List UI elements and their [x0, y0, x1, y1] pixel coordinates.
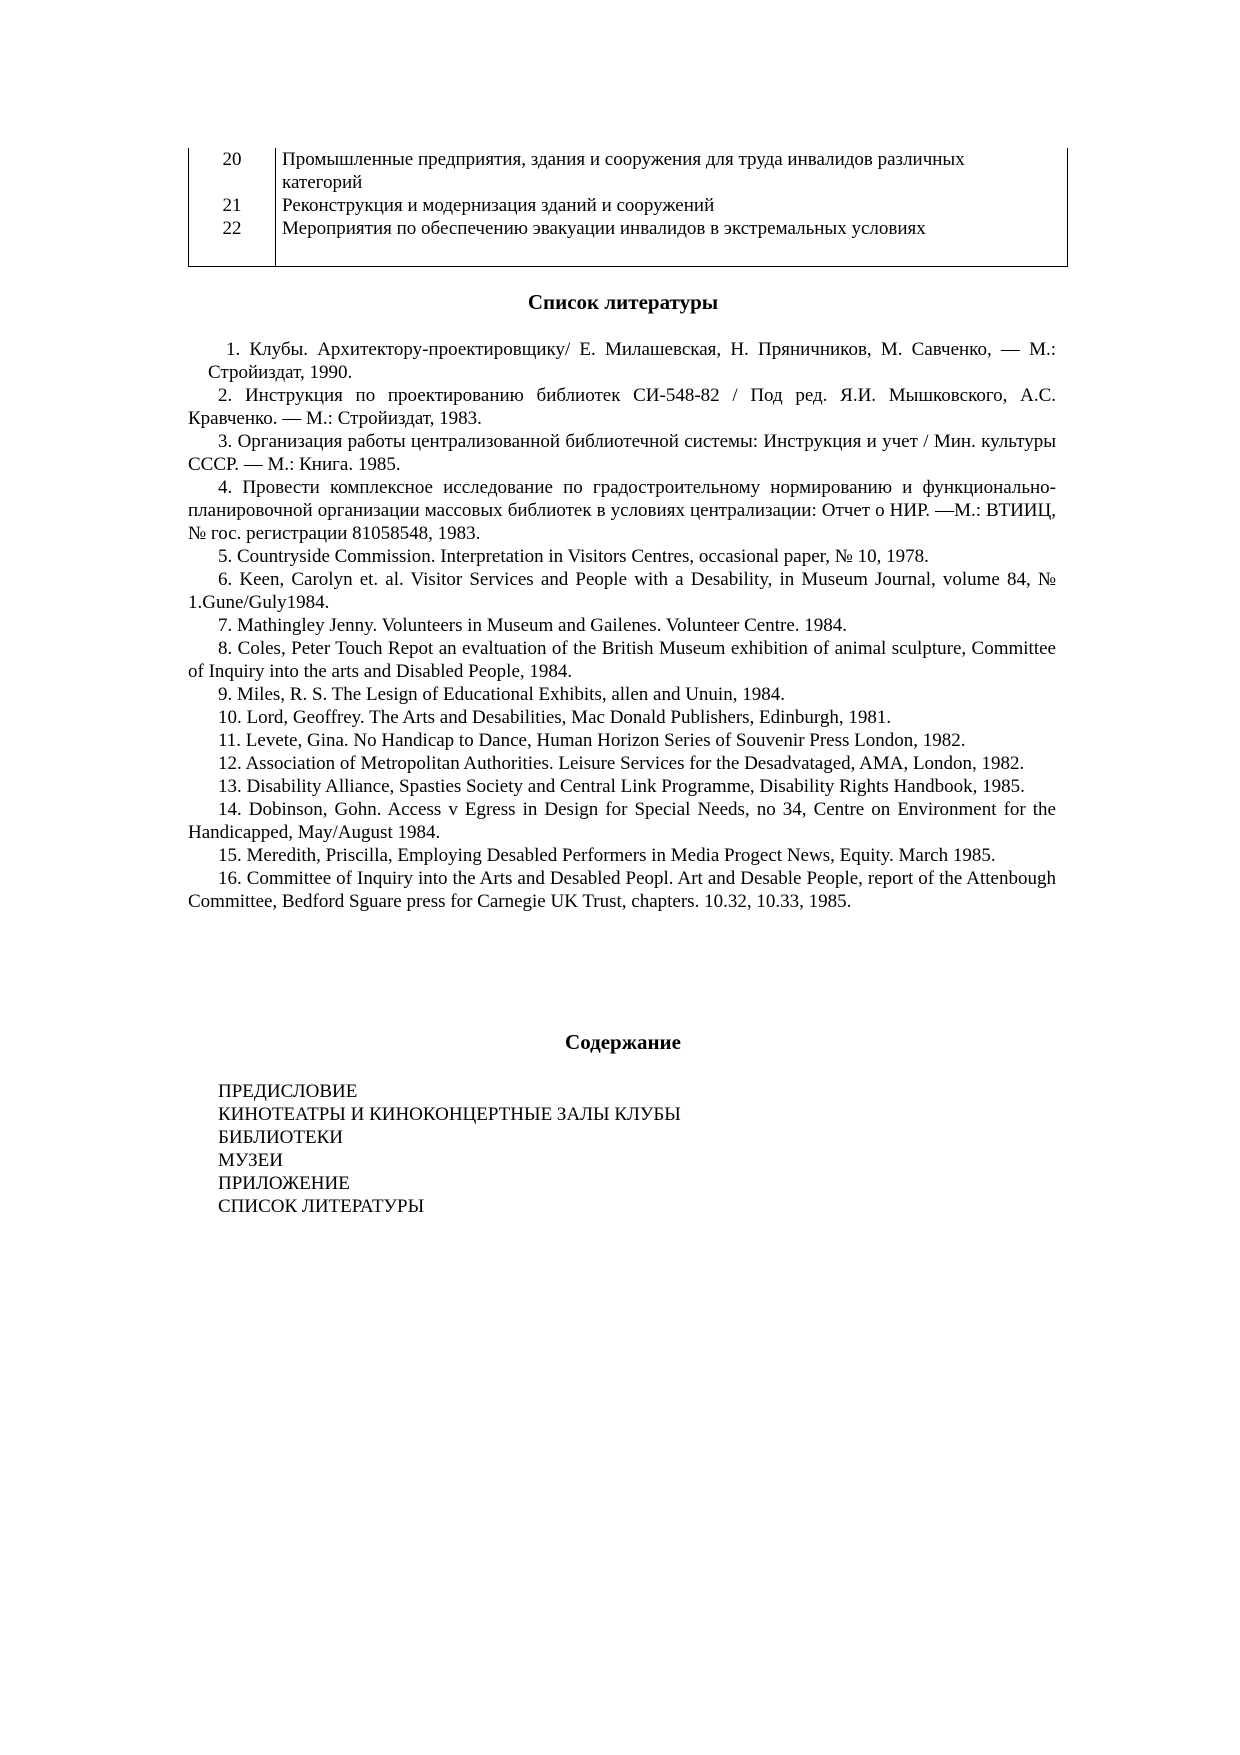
table-row-number: 20: [222, 149, 242, 170]
contents-item: КИНОТЕАТРЫ И КИНОКОНЦЕРТНЫЕ ЗАЛЫ КЛУБЫ: [218, 1104, 681, 1125]
contents-item: ПРИЛОЖЕНИЕ: [218, 1173, 350, 1194]
bibliography-item: 5. Countryside Commission. Interpretation in Visitors Centres, occasional paper, № 10, 1978.: [218, 546, 929, 567]
bibliography-item: 9. Miles, R. S. The Lesign of Educational Exhibits, allen and Unuin, 1984.: [218, 684, 785, 705]
bibliography-item: 4. Провести комплексное исследование по градостроительному нормированию и функционально-планировочной организации массовых библиотек в условиях централизации: Отчет о НИР. —М.: ВТИИЦ, № гос. регистрации 81058548, 1983.: [188, 477, 1056, 544]
bibliography-item: 8. Coles, Peter Touch Repot an evaltuation of the British Museum exhibition of animal sculpture, Committee of Inquiry into the arts and Disabled People, 1984.: [188, 638, 1056, 682]
table-row-text: Промышленные предприятия, здания и сооружения для труда инвалидов различных категорий: [282, 149, 965, 193]
bibliography-item: 1. Клубы. Архитектору-проектировщику/ Е. Милашевская, Н. Пряничников, М. Савченко, — М.: Стройиздат, 1990.: [208, 339, 1056, 383]
bibliography-item: 12. Association of Metropolitan Authorities. Leisure Services for the Desadvataged, AMA, London, 1982.: [218, 753, 1025, 774]
bibliography-item: 10. Lord, Geoffrey. The Arts and Desabilities, Mac Donald Publishers, Edinburgh, 1981.: [218, 707, 892, 728]
bibliography-list: [188, 338, 1056, 913]
bibliography-item: 16. Committee of Inquiry into the Arts and Desabled Peopl. Art and Desable People, report of the Attenbough Committee, Bedford Sguare press for Carnegie UK Trust, chapters. 10.32, 10.33, 1985.: [188, 868, 1056, 912]
bibliography-title: Список литературы: [527, 290, 719, 314]
table-column-divider: [275, 148, 276, 266]
table-fragment: [188, 148, 1068, 267]
contents-title: Содержание: [565, 1030, 681, 1054]
contents-item: СПИСОК ЛИТЕРАТУРЫ: [218, 1196, 425, 1217]
bibliography-item: 7. Mathingley Jenny. Volunteers in Museum and Gailenes. Volunteer Centre. 1984.: [218, 615, 848, 636]
contents-item: БИБЛИОТЕКИ: [218, 1127, 344, 1148]
contents-item: ПРЕДИСЛОВИЕ: [218, 1081, 358, 1102]
table-row-text: Мероприятия по обеспечению эвакуации инвалидов в экстремальных условиях: [282, 218, 926, 239]
table-row-number: 22: [222, 218, 242, 239]
bibliography-item: 3. Организация работы централизованной библиотечной системы: Инструкция и учет / Мин. культуры СССР. — М.: Книга. 1985.: [188, 431, 1056, 475]
contents-item: МУЗЕИ: [218, 1150, 283, 1171]
table-row-text: Реконструкция и модернизация зданий и сооружений: [282, 195, 715, 216]
bibliography-item: 2. Инструкция по проектированию библиотек СИ-548-82 / Под ред. Я.И. Мышковского, А.С. Кравченко. — М.: Стройиздат, 1983.: [188, 385, 1056, 429]
contents-list: [218, 1080, 681, 1218]
bibliography-item: 11. Levete, Gina. No Handicap to Dance, Human Horizon Series of Souvenir Press London, 1982.: [218, 730, 966, 751]
bibliography-item: 6. Keen, Carolyn et. al. Visitor Services and People with a Desability, in Museum Journal, volume 84, № 1.Gune/Guly1984.: [188, 569, 1056, 613]
bibliography-item: 13. Disability Alliance, Spasties Society and Central Link Programme, Disability Rights Handbook, 1985.: [218, 776, 1025, 797]
table-row-number: 21: [222, 195, 242, 216]
bibliography-item: 14. Dobinson, Gohn. Access v Egress in Design for Special Needs, no 34, Centre on Environment for the Handicapped, May/August 1984.: [188, 799, 1056, 843]
bibliography-item: 15. Meredith, Priscilla, Employing Desabled Performers in Media Progect News, Equity. March 1985.: [218, 845, 996, 866]
